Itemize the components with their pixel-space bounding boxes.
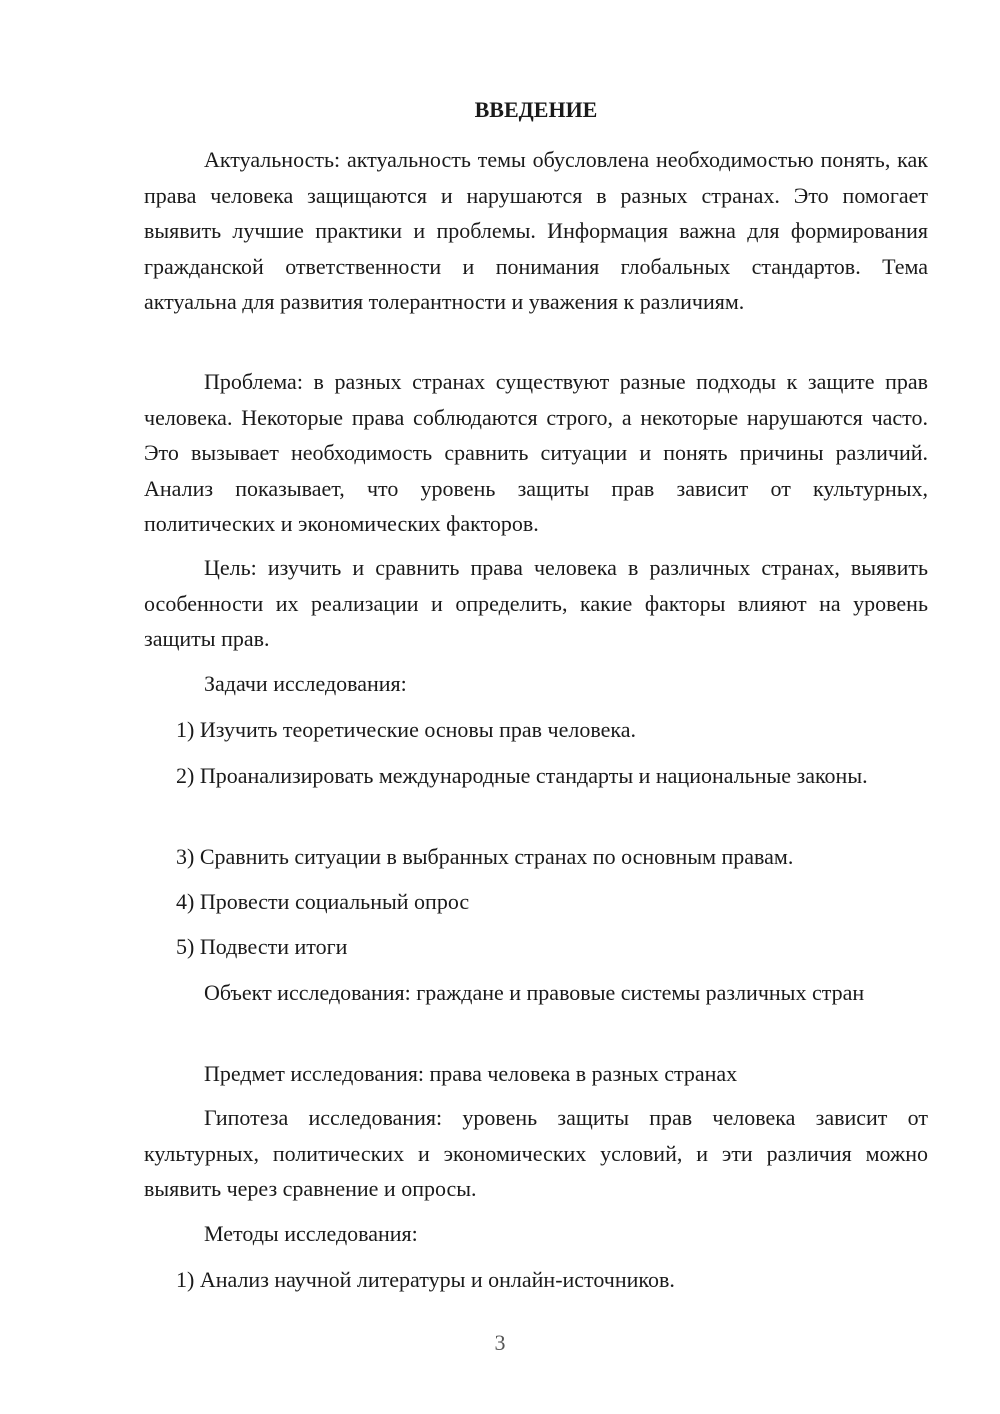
page-number: 3 [494,1330,506,1355]
task-item-4: 4) Провести социальный опрос [176,889,470,914]
section-heading: ВВЕДЕНИЕ [474,97,598,122]
tasks-heading: Задачи исследования: [204,671,407,696]
goal-paragraph: Цель: изучить и сравнить права человека в различных странах, выявить особенности их реализации и определить, какие факторы влияют на уровень защиты прав. [144,555,928,651]
task-item-3: 3) Сравнить ситуации в выбранных странах по основным правам. [176,844,794,869]
subject-paragraph: Предмет исследования: права человека в разных странах [204,1061,738,1086]
method-item-1: 1) Анализ научной литературы и онлайн-источников. [176,1267,675,1292]
problem-paragraph: Проблема: в разных странах существуют разные подходы к защите прав человека. Некоторые права соблюдаются строго, а некоторые нарушаются часто. Это вызывает необходимость сравнить ситуации и понять причины различий. Анализ показывает, что уровень защиты прав зависит от культурных, политических и экономических факторов. [144,369,928,536]
task-item-1: 1) Изучить теоретические основы прав человека. [176,717,636,742]
methods-heading: Методы исследования: [204,1221,418,1246]
relevance-paragraph: Актуальность: актуальность темы обусловлена необходимостью понять, как права человека защищаются и нарушаются в разных странах. Это помогает выявить лучшие практики и проблемы. Информация важна для формирования гражданской ответственности и понимания глобальных стандартов. Тема актуальна для развития толерантности и уважения к различиям. [144,147,928,314]
object-paragraph: Объект исследования: граждане и правовые системы различных стран [204,980,865,1005]
task-item-2: 2) Проанализировать международные стандарты и национальные законы. [176,763,868,788]
hypothesis-paragraph: Гипотеза исследования: уровень защиты прав человека зависит от культурных, политических и экономических условий, и эти различия можно выявить через сравнение и опросы. [144,1105,928,1201]
task-item-5: 5) Подвести итоги [176,934,348,959]
